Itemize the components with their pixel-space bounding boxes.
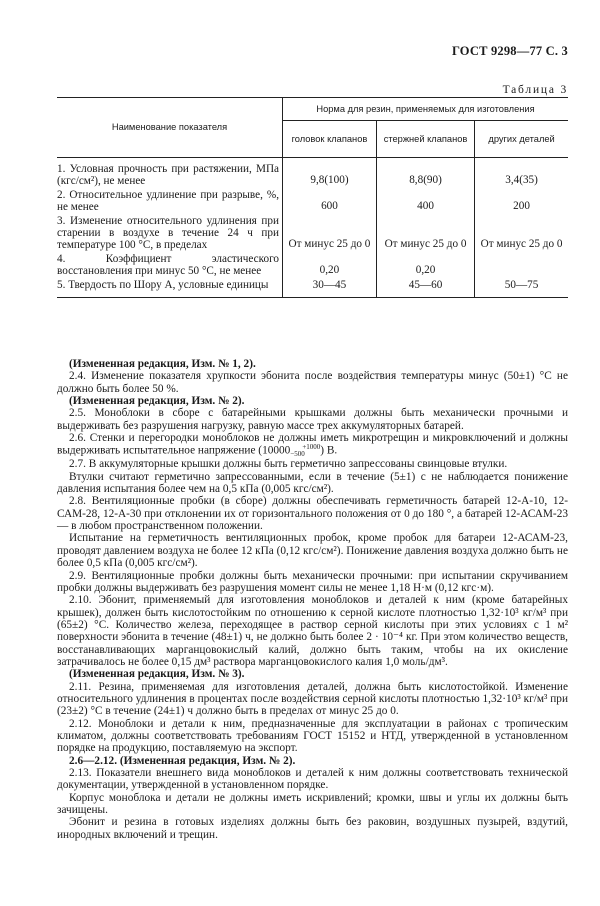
column-header-stems: стержней клапанов xyxy=(376,121,474,158)
cell-value: 45—60 xyxy=(376,279,474,298)
paragraph: 2.5. Моноблоки в сборе с батарейными крышками должны быть механически прочными и выдерживать без разрушения нагрузку, равную массе трех аккумуляторных батарей. xyxy=(57,407,568,432)
cell-value: 600 xyxy=(283,189,377,215)
cell-value: 0,20 xyxy=(376,253,474,279)
paragraph: 2.9. Вентиляционные пробки должны быть механически прочными: при испытании скручиванием пробки должны выдерживать без разрушения момент силы не менее 1,18 Н·м (0,12 кгс·м). xyxy=(57,569,568,594)
paragraph: Втулки считают герметично запрессованными, если в течение (5±1) с не наблюдается понижение давления испытания более чем на 0,5 кПа (0,005 кгс/см²). xyxy=(57,470,568,496)
table-row xyxy=(57,215,568,253)
body-text xyxy=(57,358,568,841)
cell-value: 30—45 xyxy=(283,279,377,298)
amendment-note: (Измененная редакция, Изм. № 3). xyxy=(69,668,245,681)
paragraph-text: 2.6. Стенки и перегородки моноблоков не должны иметь микротрещин и микровключений и должны выдерживать испытательное напряжение (10000 xyxy=(57,432,568,457)
row-label: 1. Условная прочность при растяжении, МПа (кгс/см²), не менее xyxy=(57,158,283,190)
paragraph: 2.12. Моноблоки и детали к ним, предназначенные для эксплуатации в районах с тропическим климатом, должны соответствовать требованиям ГОСТ 15152 и НТД, утвержденной в установленном порядке на продукцию, поставляемую на экспорт. xyxy=(57,717,568,755)
paragraph: Корпус моноблока и детали не должны иметь искривлений; кромки, швы и углы их должны быть зачищены. xyxy=(57,791,568,817)
cell-value: От минус 25 до 0 xyxy=(376,215,474,253)
table-row xyxy=(57,158,568,190)
paragraph: 2.10. Эбонит, применяемый для изготовления моноблоков и деталей к ним (кроме батарейных крышек), должен быть кислотостойким по отношению к серной кислоте плотностью 1,32·10³ кг/м³ при (65±2) °С. Количество железа, переходящее в раствор серной кислоты при этих условиях с 1 м² поверхности эбонита в течение (48±1) ч, не должно быть более 2 · 10⁻⁴ кг. При этом количество веществ, восстанавливающих марганцовокислый калий, должно быть таким, чтобы на их окисление затрачивалось не более 0,15 дм³ раствора марганцовокислого калия 1,0 моль/дм³. xyxy=(57,594,568,668)
row-label: 3. Изменение относительного удлинения при старении в воздухе в течение 24 ч при температуре 100 °С, в пределах xyxy=(57,215,283,253)
row-label: 5. Твердость по Шору А, условные единицы xyxy=(57,279,283,298)
paragraph: 2.13. Показатели внешнего вида моноблоков и деталей к ним должны соответствовать технической документации, утвержденной в установленном порядке. xyxy=(57,767,568,792)
cell-value: 3,4(35) xyxy=(505,174,538,186)
paragraph: 2.7. В аккумуляторные крышки должны быть герметично запрессованы свинцовые втулки. xyxy=(69,458,508,471)
row-label: 2. Относительное удлинение при разрыве, %, не менее xyxy=(57,189,283,215)
amendment-note: (Измененная редакция, Изм. № 1, 2). xyxy=(69,358,256,370)
amendment-note: 2.6—2.12. (Измененная редакция, Изм. № 2). xyxy=(69,754,296,767)
cell-value: 0,20 xyxy=(283,253,377,279)
column-header-name: Наименование показателя xyxy=(57,98,283,158)
cell-value: От минус 25 до 0 xyxy=(480,238,563,250)
column-header-group: Норма для резин, применяемых для изготовления xyxy=(283,98,569,121)
cell-value: 9,8(100) xyxy=(283,158,377,190)
norms-table xyxy=(57,97,568,298)
paragraph: 2.8. Вентиляционные пробки (в сборе) должны обеспечивать герметичность батарей 12-А-10, 12-САМ-28, 12-А-30 при отклонении их от горизонтального положения от 0 до 180 °, а батарей 12-АСАМ-23 — в любом пространственном положении. xyxy=(57,495,568,533)
paragraph xyxy=(57,432,568,458)
paragraph: Эбонит и резина в готовых изделиях должны быть без раковин, воздушных пузырей, вздутий, инородных включений и трещин. xyxy=(57,816,568,841)
table-row xyxy=(57,279,568,298)
row-label: 4. Коэффициент эластического восстановления при минус 50 °С, не менее xyxy=(57,253,283,279)
cell-value: От минус 25 до 0 xyxy=(283,215,377,253)
paragraph-text: ) В. xyxy=(320,445,338,457)
paragraph: 2.4. Изменение показателя хрупкости эбонита после воздействия температуры минус (50±1) °С не должно быть более 50 %. xyxy=(57,370,568,395)
cell-value: 50—75 xyxy=(475,279,568,298)
column-header-other: других деталей xyxy=(475,121,568,158)
amendment-note: (Измененная редакция, Изм. № 2). xyxy=(69,395,245,408)
column-header-heads: головок клапанов xyxy=(283,121,377,158)
cell-value xyxy=(475,253,568,279)
cell-value: 8,8(90) xyxy=(376,158,474,190)
table-row xyxy=(57,189,568,215)
tolerance xyxy=(290,444,320,458)
tolerance-lower: −500 xyxy=(290,450,305,459)
cell-value: 400 xyxy=(376,189,474,215)
page-header: ГОСТ 9298—77 С. 3 xyxy=(451,44,568,58)
paragraph: 2.11. Резина, применяемая для изготовления деталей, должна быть кислотостойкой. Изменение относительного удлинения в процентах после воздействия серной кислоты плотностью 1,32·10³ кг/м³ при (23±2) °С в течение (24±1) ч должно быть в пределах от минус 25 до 0. xyxy=(57,680,568,718)
tolerance-upper: +1000 xyxy=(302,443,321,452)
paragraph: Испытание на герметичность вентиляционных пробок, кроме пробок для батареи 12-АСАМ-23, проводят давлением воздуха не более 12 кПа (0,12 кгс/см²). Понижение давления воздуха должно быть не более 0,5 кПа (0,005 кгс/см²). xyxy=(57,532,568,570)
table-row xyxy=(57,253,568,279)
table-label: Таблица 3 xyxy=(502,84,568,96)
cell-value: 200 xyxy=(513,200,530,212)
